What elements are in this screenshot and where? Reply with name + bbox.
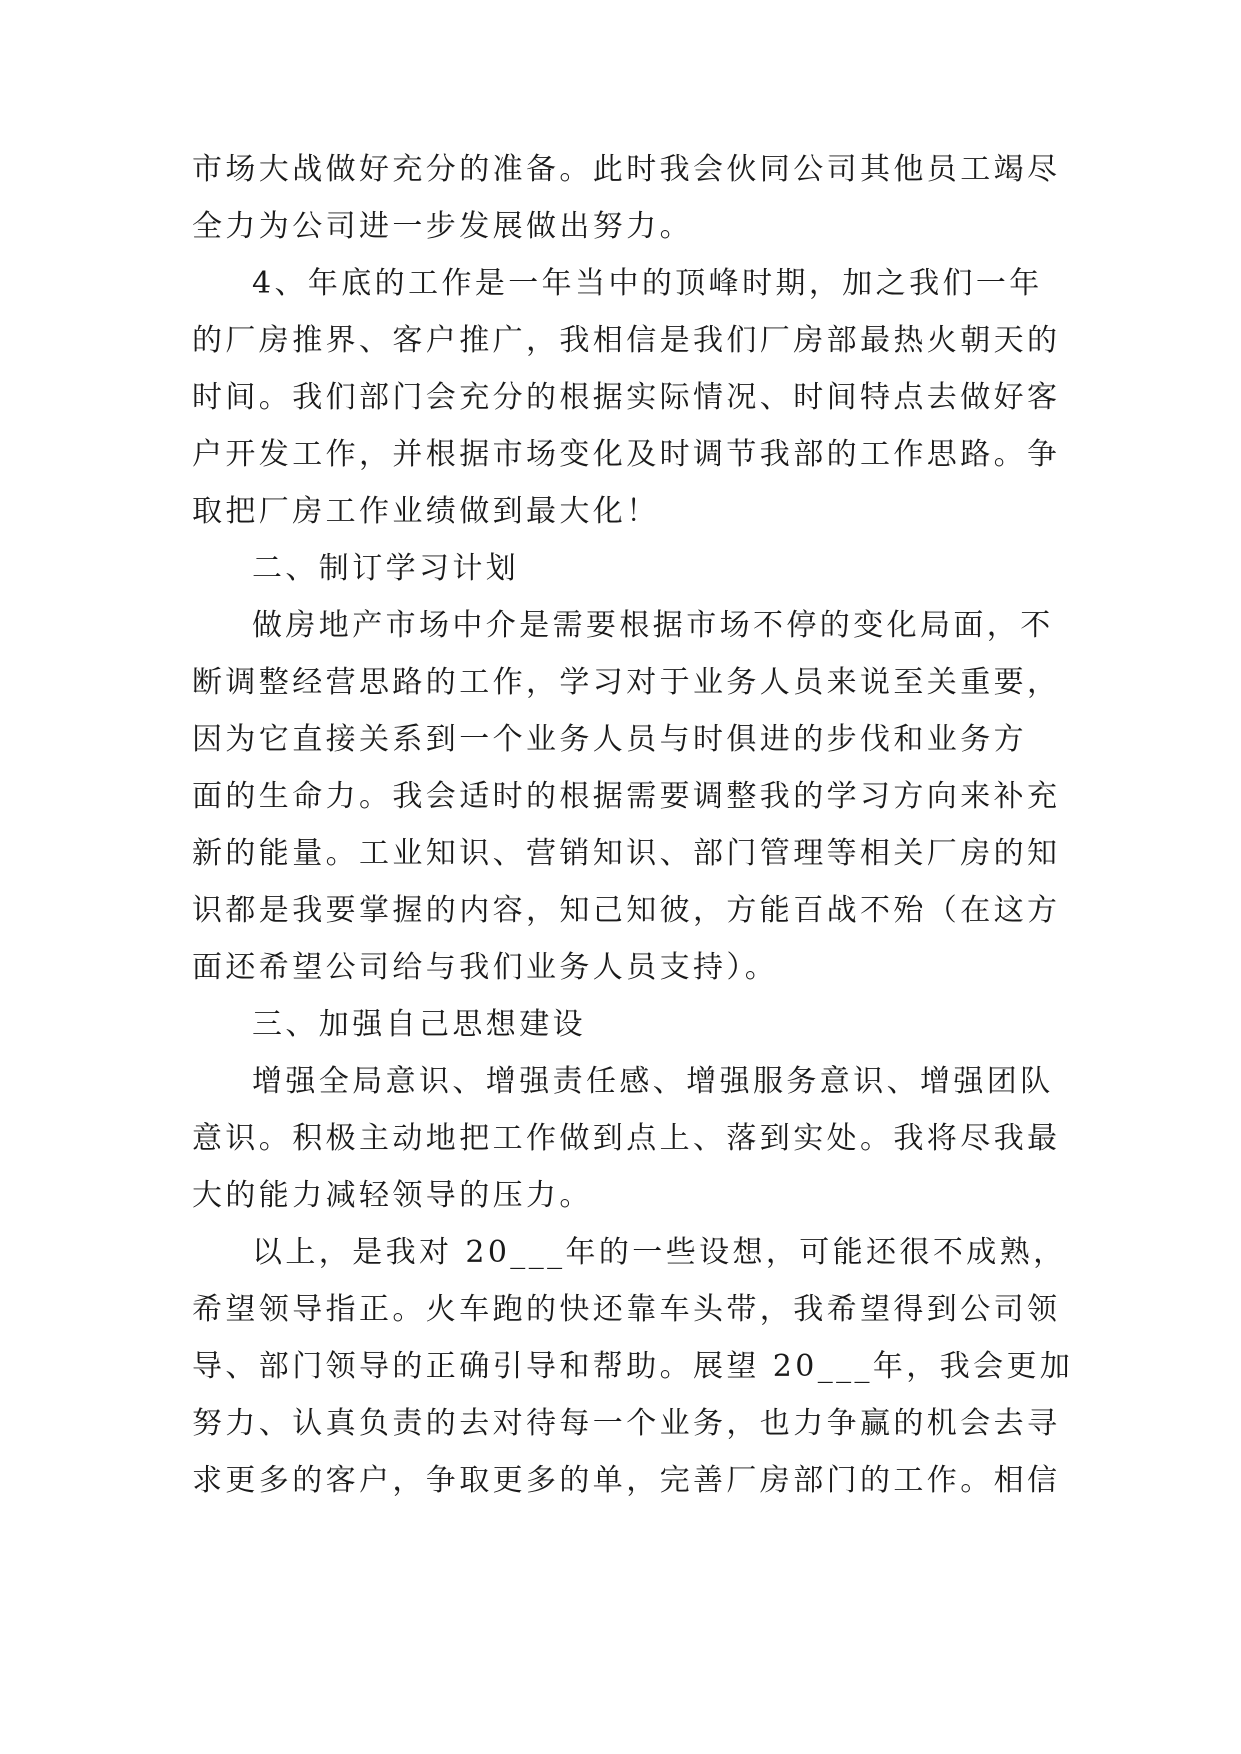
text-line: 户开发工作，并根据市场变化及时调节我部的工作思路。争	[192, 437, 1061, 472]
paragraph-start-line: 做房地产市场中介是需要根据市场不停的变化局面，不	[252, 608, 1054, 643]
text-line: 识都是我要掌握的内容，知己知彼，方能百战不殆（在这方	[192, 893, 1061, 928]
text-line: 因为它直接关系到一个业务人员与时俱进的步伐和业务方	[192, 722, 1027, 757]
text-line: 全力为公司进一步发展做出努力。	[192, 209, 693, 244]
text-line: 大的能力减轻领导的压力。	[192, 1178, 593, 1213]
paragraph-start-line: 4、年底的工作是一年当中的顶峰时期，加之我们一年	[252, 266, 1043, 301]
text-line: 面的生命力。我会适时的根据需要调整我的学习方向来补充	[192, 779, 1061, 814]
text-line: 市场大战做好充分的准备。此时我会伙同公司其他员工竭尽	[192, 152, 1061, 187]
section-heading: 三、加强自己思想建设	[252, 1007, 586, 1042]
text-line: 新的能量。工业知识、营销知识、部门管理等相关厂房的知	[192, 836, 1061, 871]
text-line: 求更多的客户，争取更多的单，完善厂房部门的工作。相信	[192, 1463, 1061, 1498]
text-line: 导、部门领导的正确引导和帮助。展望 20___年，我会更加	[192, 1349, 1074, 1384]
text-line: 面还希望公司给与我们业务人员支持）。	[192, 950, 779, 985]
text-line: 时间。我们部门会充分的根据实际情况、时间特点去做好客	[192, 380, 1061, 415]
section-heading: 二、制订学习计划	[252, 551, 520, 586]
text-line: 努力、认真负责的去对待每一个业务，也力争赢的机会去寻	[192, 1406, 1061, 1441]
text-line: 希望领导指正。火车跑的快还靠车头带，我希望得到公司领	[192, 1292, 1061, 1327]
paragraph-start-line: 以上，是我对 20___年的一些设想，可能还很不成熟，	[252, 1235, 1067, 1270]
text-line: 断调整经营思路的工作，学习对于业务人员来说至关重要，	[192, 665, 1061, 700]
text-line: 取把厂房工作业绩做到最大化！	[192, 494, 660, 529]
paragraph-start-line: 增强全局意识、增强责任感、增强服务意识、增强团队	[252, 1064, 1054, 1099]
text-line: 的厂房推界、客户推广，我相信是我们厂房部最热火朝天的	[192, 323, 1061, 358]
text-line: 意识。积极主动地把工作做到点上、落到实处。我将尽我最	[192, 1121, 1061, 1156]
